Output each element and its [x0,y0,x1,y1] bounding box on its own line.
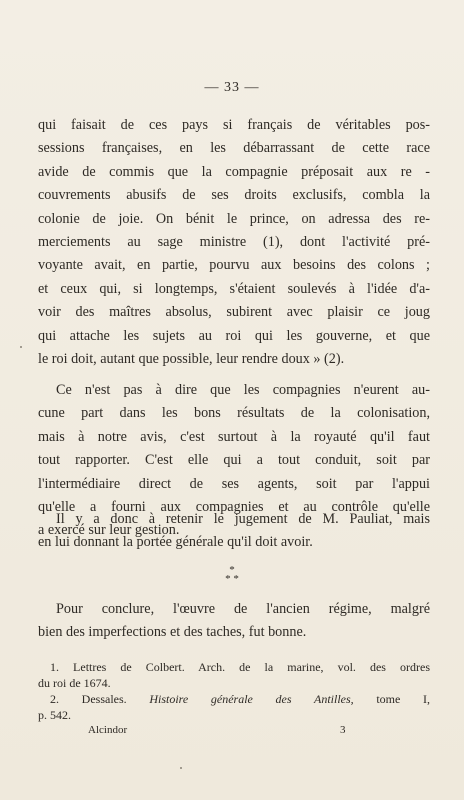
text-line: avide de commis que la compagnie préposait aux re - [38,163,430,180]
paper-speck [180,767,182,769]
footnote-2-author: 2. Dessales. [50,692,127,706]
text-line: bien des imperfections et des taches, fut bonne. [38,624,307,641]
footnote-1-line-1: 1. Lettres de Colbert. Arch. de la marine, vol. des ordres [50,660,430,674]
paper-speck [20,346,22,348]
footnote-2-volume: tome I, [376,692,431,706]
text-line: cune part dans les bons résultats de la colonisation, [38,405,430,422]
text-line: Il y a donc à retenir le jugement de M. Pauliat, mais [56,511,430,527]
text-line: en lui donnant la portée générale qu'il doit avoir. [38,534,313,551]
asterism-bottom: * * [225,573,239,585]
text-line: qu'elle a fourni aux compagnies et au contrôle qu'elle [38,499,430,516]
footnote-2-title: Histoire générale des Antilles, [149,692,354,706]
page-number: — 33 — [204,80,260,95]
text-line: merciements au sage ministre (1), dont l'activité pré- [38,234,430,251]
footnote-2-line-2: p. 542. [38,708,71,722]
text-line: Pour conclure, l'œuvre de l'ancien régime, malgré [56,601,430,617]
text-line: qui attache les sujets au roi qui les gouverne, et que [38,327,430,344]
paragraph-3 [38,508,430,555]
footnote-2-line-1 [38,691,430,707]
footnotes [38,659,430,723]
text-line: a exercé sur leur gestion. [38,522,180,539]
asterism-separator [0,566,464,584]
text-line: l'intermédiaire direct de ses agents, soit par l'appui [38,475,430,492]
text-line: et ceux qui, si longtemps, s'étaient soulevés à l'idée d'a- [38,280,430,297]
text-line: voyante avait, en partie, pourvu aux besoins des colons ; [38,257,430,274]
text-line: le roi doit, autant que possible, leur rendre doux » (2). [38,351,345,368]
text-line: voir des maîtres absolus, subirent avec plaisir ce joug [38,304,430,321]
footnote-1-line-2: du roi de 1674. [38,676,111,690]
sheet-number: 3 [340,724,346,736]
text-line: qui faisait de ces pays si français de véritables pos- [38,117,430,133]
text-line: mais à notre avis, c'est surtout à la royauté qu'il faut [38,428,430,445]
text-line: colonie de joie. On bénit le prince, on adressa des re- [38,210,430,227]
text-line: tout rapporter. C'est elle qui a tout conduit, soit par [38,452,430,469]
text-line: couvrements abusifs de ses droits exclusifs, combla la [38,187,430,204]
text-line: sessions françaises, en les débarrassant de cette race [38,140,430,157]
text-line: Ce n'est pas à dire que les compagnies n'eurent au- [56,382,430,398]
paragraph-4 [38,598,430,645]
asterism-top: * [229,564,235,576]
printer-signature: Alcindor [88,724,128,736]
paragraph-1 [38,114,430,371]
